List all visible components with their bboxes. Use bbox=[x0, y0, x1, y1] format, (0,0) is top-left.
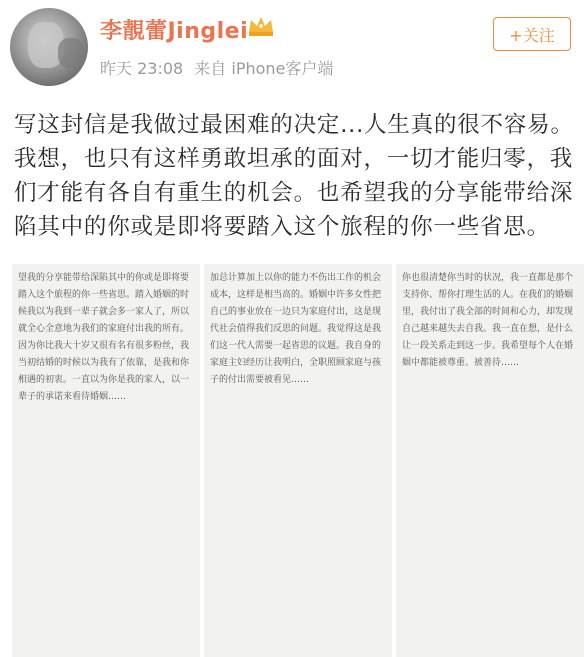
post-image-2[interactable] bbox=[204, 264, 392, 657]
avatar[interactable] bbox=[10, 8, 88, 86]
user-name[interactable]: 李靚蕾Jinglei bbox=[100, 19, 249, 44]
post-image-1[interactable] bbox=[12, 264, 200, 657]
image-text: 望我的分享能带给深陷其中的你或是即将要踏入这个旅程的你一些省思。踏入婚姻的时候我以为我到一辈子就会多一家人了，所以就全心全意地为我们的家庭付出我的所有。因为你比我大十岁又很有名有很多粉丝，我当初结婚的时候以为我有了依靠，是我和你相遇的初衷。一直以为你是我的家人，以一辈子的承诺来看待婚姻…… bbox=[18, 273, 190, 402]
image-text: 加总计算加上以你的能力不伤出工作的机会成本，这样是相当高的。婚姻中许多女性把自己的事业放在一边只为家庭付出，这是现代社会值得我们反思的问题。我觉得这是我们这一代人需要一起省思的议题。我自身的家庭主妇经历让我明白，全职照顾家庭与孩子的付出需要被看见…… bbox=[210, 273, 382, 385]
vip-crown-icon bbox=[246, 14, 276, 38]
post-image-3[interactable] bbox=[396, 264, 584, 657]
image-grid bbox=[12, 264, 584, 657]
post-time: 昨天 23:08 bbox=[100, 59, 184, 78]
post-header bbox=[0, 0, 584, 100]
post-source: 来自 iPhone客户端 bbox=[194, 59, 334, 78]
post-meta bbox=[100, 56, 339, 79]
follow-button[interactable]: +关注 bbox=[493, 17, 571, 51]
post-text: 写这封信是我做过最困难的决定...人生真的很不容易。我想，也只有这样勇敢坦承的面对，一切才能归零，我们才能有各自有重生的机会。也希望我的分享能带给深陷其中的你或是即将要踏入这个旅程的你一些省思。 bbox=[14, 112, 574, 240]
image-text: 你也很清楚你当时的状况，我一直都是那个支持你、帮你打理生活的人。在我们的婚姻里，我付出了我全部的时间和心力，却发现自己越来越失去自我。我一直在想，是什么让一段关系走到这一步。我希望每个人在婚姻中都能被尊重、被善待…… bbox=[402, 273, 574, 368]
avatar-image-detail bbox=[58, 38, 84, 68]
